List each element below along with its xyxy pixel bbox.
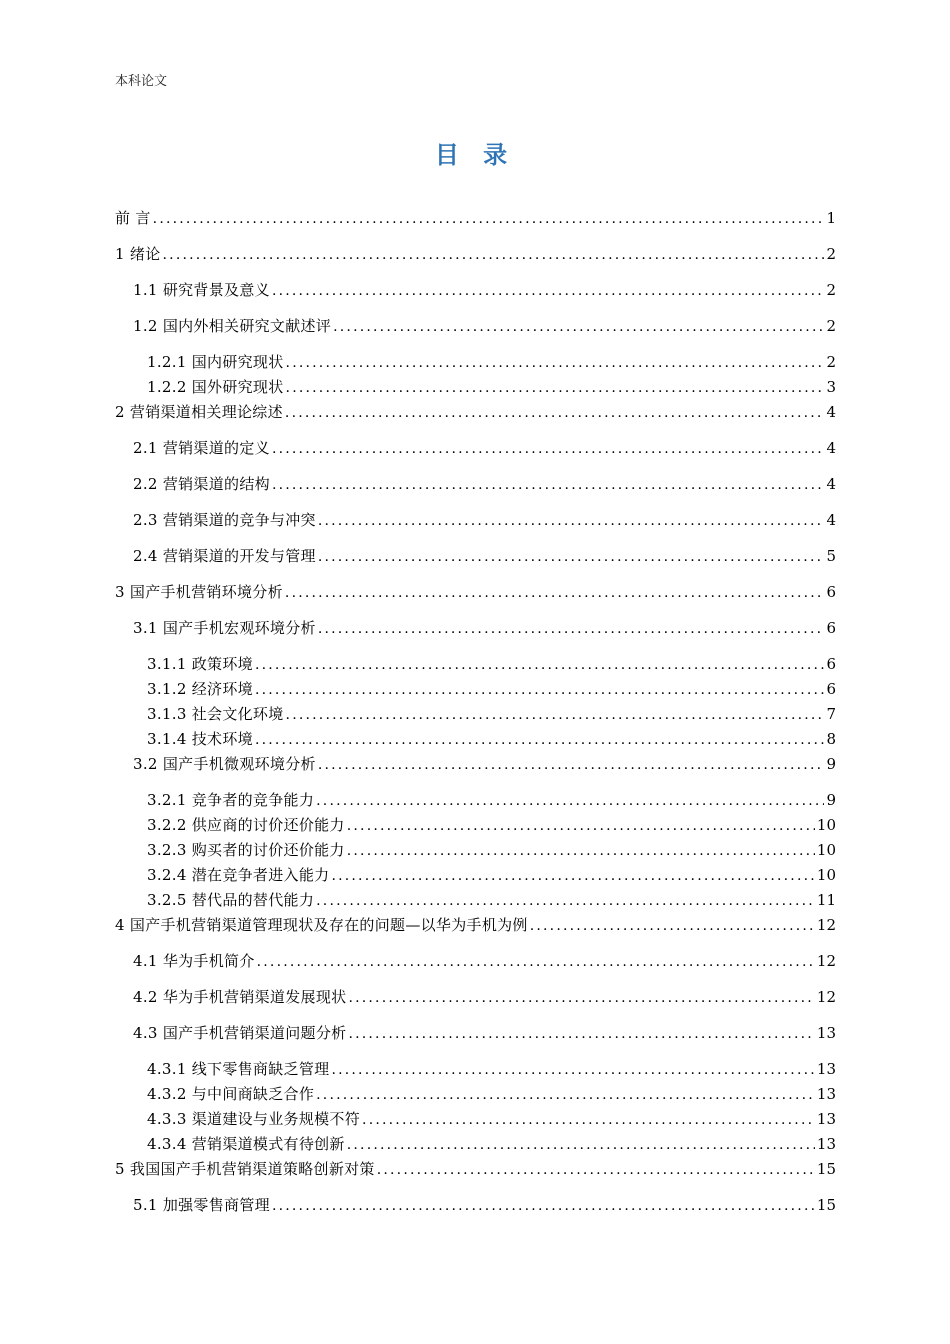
toc-entry-label: 2.4 营销渠道的开发与管理 [133, 547, 316, 565]
toc-entry-label: 3.2.4 潜在竞争者进入能力 [147, 866, 330, 884]
toc-entry-label: 3 国产手机营销环境分析 [115, 583, 283, 601]
toc-entry-label: 4.2 华为手机营销渠道发展现状 [133, 988, 347, 1006]
toc-entry-page: 13 [816, 1110, 836, 1128]
toc-dot-leader [272, 1196, 815, 1216]
toc-entry[interactable] [147, 377, 836, 398]
toc-entry-page: 13 [816, 1060, 836, 1078]
toc-entry[interactable] [147, 1059, 836, 1080]
toc-entry[interactable] [133, 510, 836, 531]
toc-entry[interactable] [133, 987, 836, 1008]
page-header: 本科论文 [115, 74, 168, 89]
toc-dot-leader [530, 916, 815, 936]
toc-entry-page: 9 [826, 755, 836, 773]
toc-entry-page: 3 [826, 378, 836, 396]
toc-entry-page: 6 [826, 680, 836, 698]
toc-entry-page: 10 [816, 816, 836, 834]
toc-entry-page: 4 [826, 403, 836, 421]
toc-entry[interactable] [115, 402, 836, 423]
toc-entry-label: 4 国产手机营销渠道管理现状及存在的问题—以华为手机为例 [115, 916, 528, 934]
toc-entry[interactable] [133, 1023, 836, 1044]
toc-dot-leader [255, 730, 825, 750]
toc-entry-label: 3.1.4 技术环境 [147, 730, 253, 748]
toc-dot-leader [347, 841, 815, 861]
toc-entry[interactable] [147, 890, 836, 911]
toc-entry-page: 4 [826, 511, 836, 529]
toc-entry-label: 1.2 国内外相关研究文献述评 [133, 317, 332, 335]
toc-entry-page: 12 [816, 988, 836, 1006]
toc-dot-leader [347, 816, 815, 836]
toc-dot-leader [316, 891, 815, 911]
toc-dot-leader [286, 378, 825, 398]
toc-entry-label: 3.2.2 供应商的讨价还价能力 [147, 816, 345, 834]
toc-entry[interactable] [133, 438, 836, 459]
toc-dot-leader [255, 680, 825, 700]
toc-dot-leader [272, 439, 825, 459]
toc-entry[interactable] [133, 546, 836, 567]
toc-entry-label: 3.2.3 购买者的讨价还价能力 [147, 841, 345, 859]
toc-dot-leader [333, 317, 824, 337]
toc-entry-page: 8 [826, 730, 836, 748]
toc-entry[interactable] [115, 208, 836, 229]
toc-entry-page: 11 [816, 891, 836, 909]
toc-entry-page: 2 [826, 245, 836, 263]
toc-entry[interactable] [147, 790, 836, 811]
toc-dot-leader [318, 755, 825, 775]
toc-dot-leader [318, 511, 825, 531]
toc-entry-label: 1.2.1 国内研究现状 [147, 353, 284, 371]
toc-entry[interactable] [147, 815, 836, 836]
toc-entry-page: 15 [816, 1196, 836, 1214]
toc-entry[interactable] [115, 1159, 836, 1180]
toc-entry[interactable] [147, 704, 836, 725]
toc-entry-label: 3.2 国产手机微观环境分析 [133, 755, 316, 773]
toc-dot-leader [286, 705, 825, 725]
toc-entry[interactable] [147, 1134, 836, 1155]
toc-entry-label: 4.3.3 渠道建设与业务规模不符 [147, 1110, 361, 1128]
toc-entry[interactable] [133, 754, 836, 775]
toc-dot-leader [318, 619, 825, 639]
toc-entry-page: 13 [816, 1085, 836, 1103]
toc-entry-page: 1 [826, 209, 836, 227]
toc-entry-label: 2.2 营销渠道的结构 [133, 475, 270, 493]
toc-dot-leader [257, 952, 815, 972]
toc-dot-leader [153, 209, 825, 229]
toc-dot-leader [331, 1060, 814, 1080]
toc-entry-page: 2 [826, 317, 836, 335]
toc-dot-leader [331, 866, 814, 886]
toc-entry-page: 4 [826, 475, 836, 493]
toc-entry-label: 3.1.2 经济环境 [147, 680, 253, 698]
toc-entry-page: 5 [826, 547, 836, 565]
toc-entry-label: 4.3.4 营销渠道模式有待创新 [147, 1135, 345, 1153]
toc-entry-page: 9 [826, 791, 836, 809]
toc-dot-leader [272, 475, 825, 495]
toc-dot-leader [316, 791, 824, 811]
toc-entry[interactable] [147, 840, 836, 861]
toc-entry-label: 前 言 [115, 209, 151, 227]
toc-entry[interactable] [147, 679, 836, 700]
toc-entry-page: 13 [816, 1135, 836, 1153]
toc-entry-page: 10 [816, 866, 836, 884]
toc-entry[interactable] [115, 915, 836, 936]
toc-dot-leader [285, 583, 825, 603]
toc-dot-leader [163, 245, 825, 265]
toc-entry-page: 12 [816, 916, 836, 934]
toc-dot-leader [318, 547, 825, 567]
toc-entry-page: 2 [826, 353, 836, 371]
toc-entry-label: 3.1.3 社会文化环境 [147, 705, 284, 723]
toc-entry-page: 2 [826, 281, 836, 299]
toc-dot-leader [272, 281, 825, 301]
toc-entry-label: 1 绪论 [115, 245, 161, 263]
toc-entry-label: 1.2.2 国外研究现状 [147, 378, 284, 396]
toc-entry-page: 6 [826, 655, 836, 673]
toc-entry-label: 4.3.1 线下零售商缺乏管理 [147, 1060, 330, 1078]
toc-entry-label: 2.3 营销渠道的竞争与冲突 [133, 511, 316, 529]
toc-dot-leader [316, 1085, 815, 1105]
toc-entry-label: 3.2.5 替代品的替代能力 [147, 891, 315, 909]
toc-entry[interactable] [133, 618, 836, 639]
toc-entry-label: 3.2.1 竞争者的竞争能力 [147, 791, 315, 809]
toc-entry-label: 4.1 华为手机简介 [133, 952, 255, 970]
toc-dot-leader [255, 655, 825, 675]
toc-entry[interactable] [147, 865, 836, 886]
toc-entry-page: 12 [816, 952, 836, 970]
toc-entry[interactable] [133, 1195, 836, 1216]
toc-dot-leader [362, 1110, 815, 1130]
toc-entry-label: 4.3.2 与中间商缺乏合作 [147, 1085, 315, 1103]
toc-entry-page: 13 [816, 1024, 836, 1042]
toc-entry-page: 6 [826, 583, 836, 601]
toc-entry-label: 5.1 加强零售商管理 [133, 1196, 270, 1214]
toc-entry-label: 3.1.1 政策环境 [147, 655, 253, 673]
toc-entry-label: 2 营销渠道相关理论综述 [115, 403, 283, 421]
toc-entry[interactable] [133, 280, 836, 301]
toc-entry[interactable] [147, 1084, 836, 1105]
toc-entry[interactable] [147, 654, 836, 675]
toc-entry-page: 10 [816, 841, 836, 859]
toc-entry-page: 6 [826, 619, 836, 637]
toc-entry-page: 7 [826, 705, 836, 723]
toc-entry[interactable] [147, 352, 836, 373]
toc-entry[interactable] [115, 582, 836, 603]
toc-dot-leader [348, 1024, 814, 1044]
toc-entry[interactable] [147, 1109, 836, 1130]
toc-title: 目 录 [434, 141, 516, 169]
toc-entry-label: 3.1 国产手机宏观环境分析 [133, 619, 316, 637]
toc-entry[interactable] [133, 316, 836, 337]
toc-dot-leader [286, 353, 825, 373]
toc-dot-leader [348, 988, 814, 1008]
toc-dot-leader [377, 1160, 815, 1180]
toc-entry-label: 1.1 研究背景及意义 [133, 281, 270, 299]
toc-dot-leader [347, 1135, 815, 1155]
toc-entry[interactable] [115, 244, 836, 265]
toc-entry[interactable] [133, 951, 836, 972]
toc-entry-label: 5 我国国产手机营销渠道策略创新对策 [115, 1160, 375, 1178]
toc-entry-page: 4 [826, 439, 836, 457]
toc-entry-label: 4.3 国产手机营销渠道问题分析 [133, 1024, 347, 1042]
toc-entry-page: 15 [816, 1160, 836, 1178]
toc-entry-label: 2.1 营销渠道的定义 [133, 439, 270, 457]
toc-entry[interactable] [133, 474, 836, 495]
toc-entry[interactable] [147, 729, 836, 750]
toc-dot-leader [285, 403, 825, 423]
